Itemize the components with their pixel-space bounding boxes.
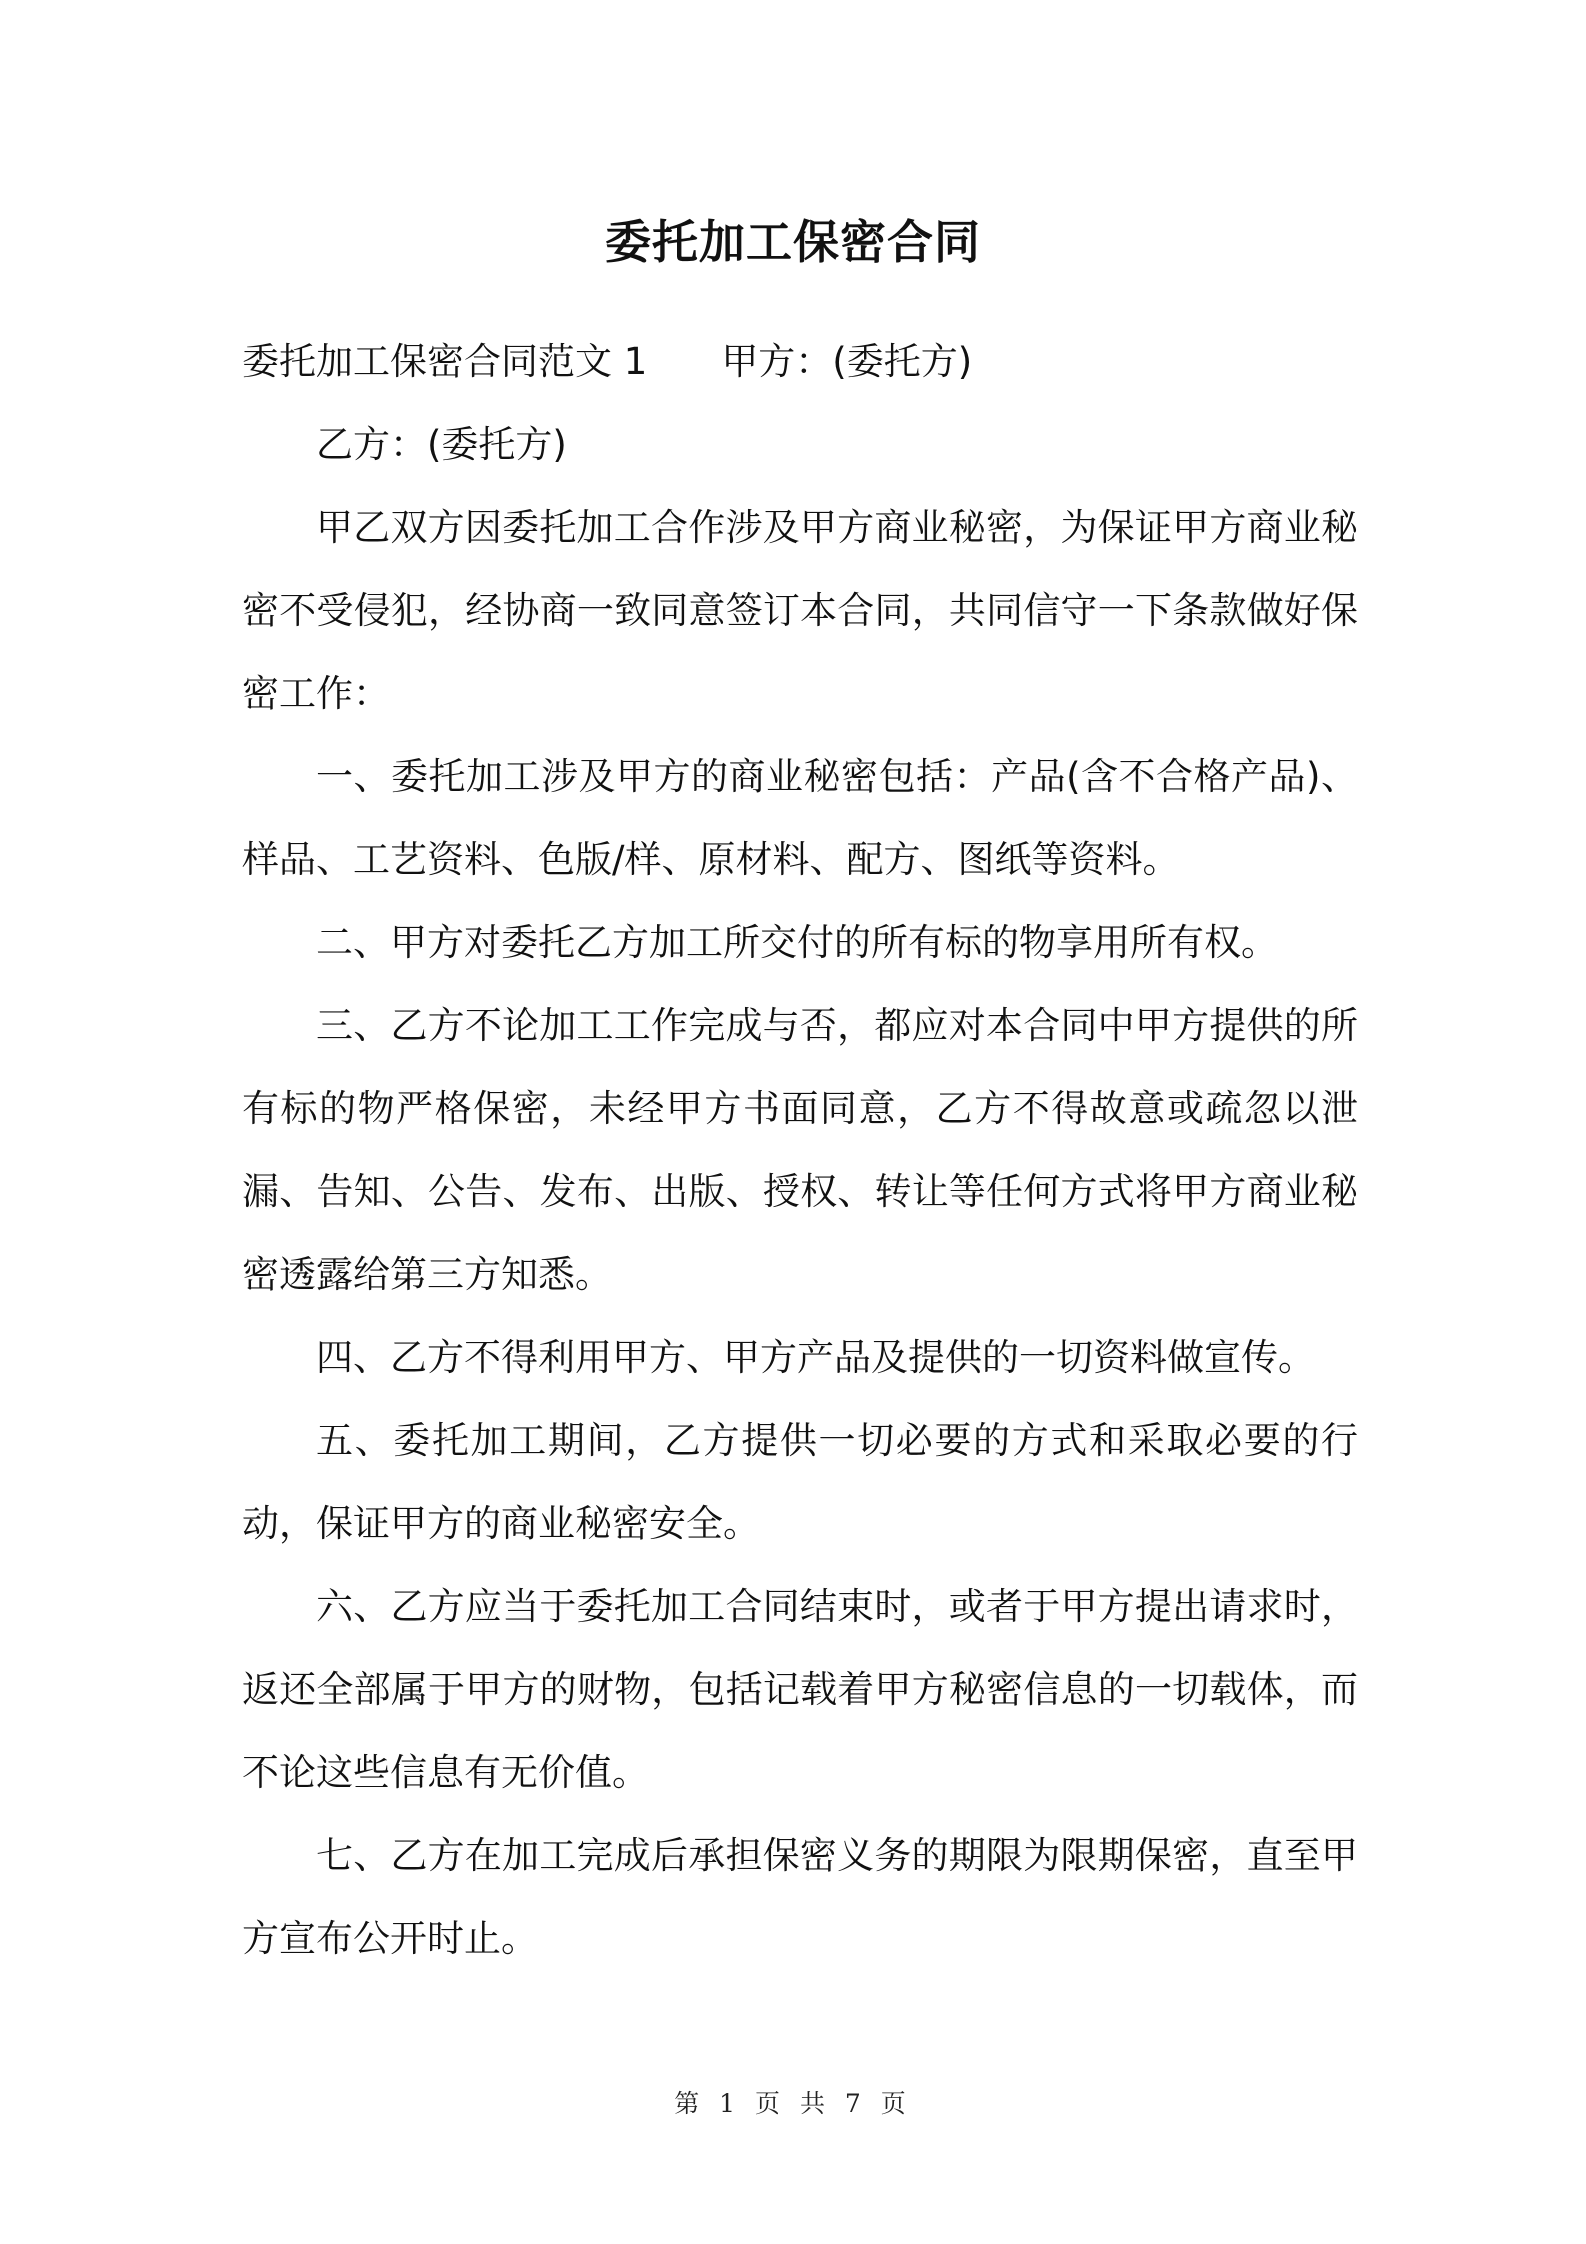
page-number-footer: 第 1 页 共 7 页 [674, 2089, 912, 2118]
clause-6: 六、乙方应当于委托加工合同结束时，或者于甲方提出请求时，返还全部属于甲方的财物，包括记载着甲方秘密信息的一切载体，而不论这些信息有无价值。 [242, 1585, 1358, 1794]
party-a-label: 甲方：(委托方) [721, 340, 973, 383]
clause-2: 二、甲方对委托乙方加工所交付的所有标的物享用所有权。 [316, 921, 1278, 964]
document-body [242, 320, 1358, 1980]
clause-7: 七、乙方在加工完成后承担保密义务的期限为限期保密，直至甲方宣布公开时止。 [242, 1834, 1358, 1960]
clause-3: 三、乙方不论加工工作完成与否，都应对本合同中甲方提供的所有标的物严格保密，未经甲方书面同意，乙方不得故意或疏忽以泄漏、告知、公告、发布、出版、授权、转让等任何方式将甲方商业秘密透露给第三方知悉。 [242, 1004, 1358, 1296]
clause-5: 五、委托加工期间，乙方提供一切必要的方式和采取必要的行动，保证甲方的商业秘密安全。 [242, 1419, 1358, 1545]
document-title: 委托加工保密合同 [605, 215, 981, 269]
party-b-label: 乙方：(委托方) [316, 423, 567, 466]
clause-1: 一、委托加工涉及甲方的商业秘密包括：产品(含不合格产品)、样品、工艺资料、色版/样、原材料、配方、图纸等资料。 [242, 755, 1358, 881]
sample-heading: 委托加工保密合同范文 1 [242, 340, 648, 383]
clause-4: 四、乙方不得利用甲方、甲方产品及提供的一切资料做宣传。 [316, 1336, 1315, 1379]
paragraph-intro: 甲乙双方因委托加工合作涉及甲方商业秘密，为保证甲方商业秘密不受侵犯，经协商一致同意签订本合同，共同信守一下条款做好保密工作： [242, 506, 1358, 715]
heading-line [242, 320, 1358, 403]
